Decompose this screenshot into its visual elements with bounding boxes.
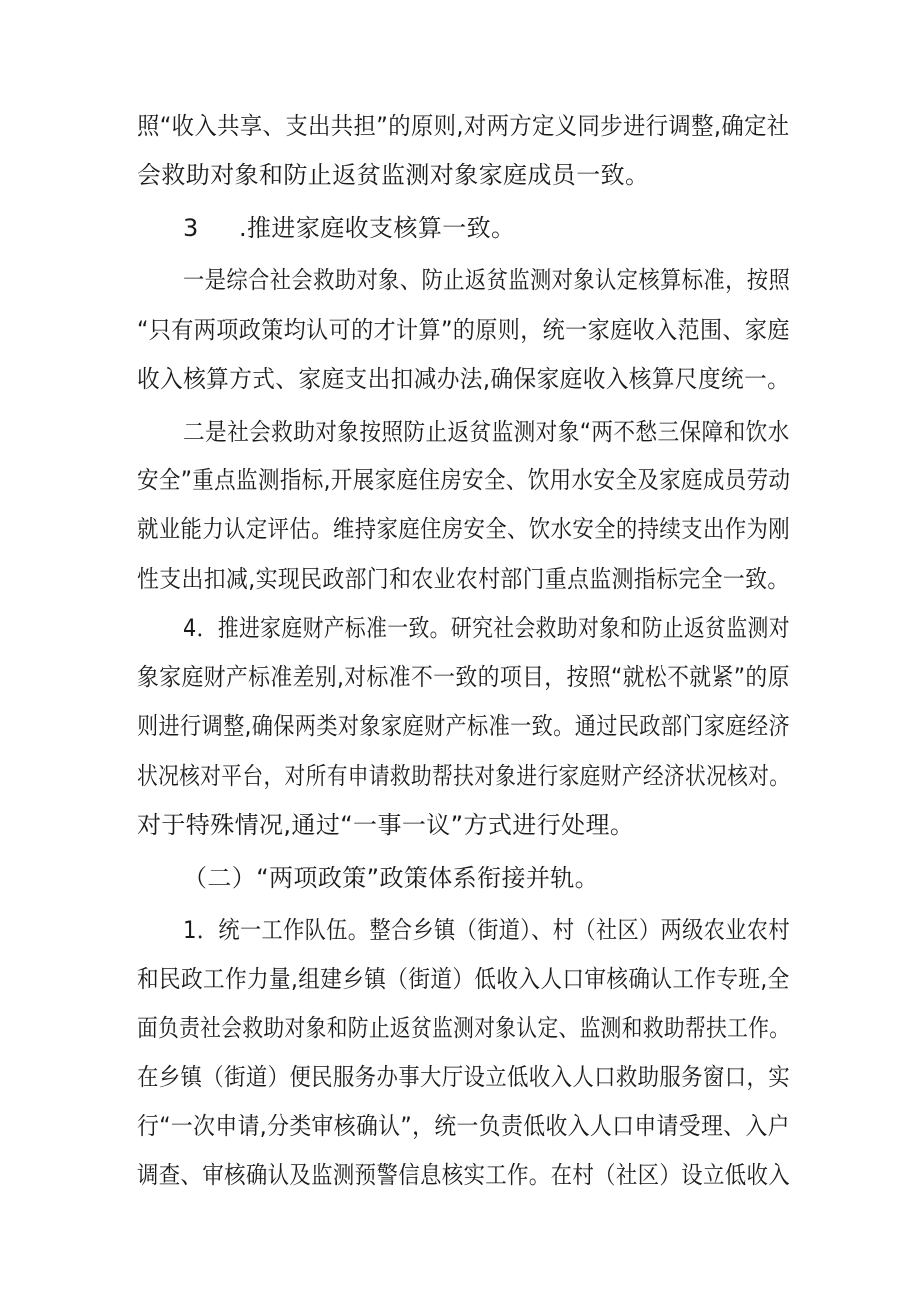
paragraph-line: 就业能力认定评估。维持家庭住房安全、饮水安全的持续支出作为刚: [137, 515, 791, 543]
paragraph-line: 一是综合社会救助对象、防止返贫监测对象认定核算标准，按照: [183, 266, 791, 294]
paragraph-line: 行“一次申请,分类审核确认”，统一负责低收入人口申请受理、入户: [137, 1112, 790, 1140]
paragraph-line: 状况核对平台，对所有申请救助帮扶对象进行家庭财产经济状况核对。: [137, 762, 791, 790]
paragraph-line: 1．统一工作队伍。整合乡镇（街道）、村（社区）两级农业农村: [183, 916, 790, 944]
section-heading: .推进家庭收支核算一致。: [239, 214, 516, 242]
paragraph-line: 则进行调整,确保两类对象家庭财产标准一致。通过民政部门家庭经济: [137, 712, 791, 740]
paragraph-line: 二是社会救助对象按照防止返贫监测对象“两不愁三保障和饮水: [183, 418, 790, 446]
paragraph-line: 收入核算方式、家庭支出扣减办法,确保家庭收入核算尺度统一。: [137, 365, 791, 393]
paragraph-line: 调查、审核确认及监测预警信息核实工作。在村（社区）设立低收入: [137, 1161, 791, 1189]
paragraph-line: 在乡镇（街道）便民服务办事大厅设立低收入人口救助服务窗口，实: [137, 1063, 791, 1091]
paragraph-line: 象家庭财产标准差别,对标准不一致的项目，按照“就松不就紧”的原: [137, 663, 790, 691]
section-heading: （二）“两项政策”政策体系衔接并轨。: [183, 864, 600, 892]
paragraph-line: 会救助对象和防止返贫监测对象家庭成员一致。: [137, 161, 650, 189]
paragraph-line: 安全”重点监测指标,开展家庭住房安全、饮用水安全及家庭成员劳动: [137, 466, 791, 494]
section-number: 3: [183, 214, 199, 242]
paragraph-line: 4．推进家庭财产标准一致。研究社会救助对象和防止返贫监测对: [183, 614, 790, 642]
paragraph-line: 照“收入共享、支出共担”的原则,对两方定义同步进行调整,确定社: [137, 112, 790, 140]
paragraph-line: “只有两项政策均认可的才计算”的原则，统一家庭收入范围、家庭: [137, 316, 790, 344]
paragraph-line: 对于特殊情况,通过“一事一议”方式进行处理。: [137, 811, 635, 839]
paragraph-line: 和民政工作力量,组建乡镇（街道）低收入人口审核确认工作专班,全: [137, 965, 790, 993]
paragraph-line: 性支出扣减,实现民政部门和农业农村部门重点监测指标完全一致。: [137, 565, 790, 593]
paragraph-line: 面负责社会救助对象和防止返贫监测对象认定、监测和救助帮扶工作。: [137, 1014, 791, 1042]
